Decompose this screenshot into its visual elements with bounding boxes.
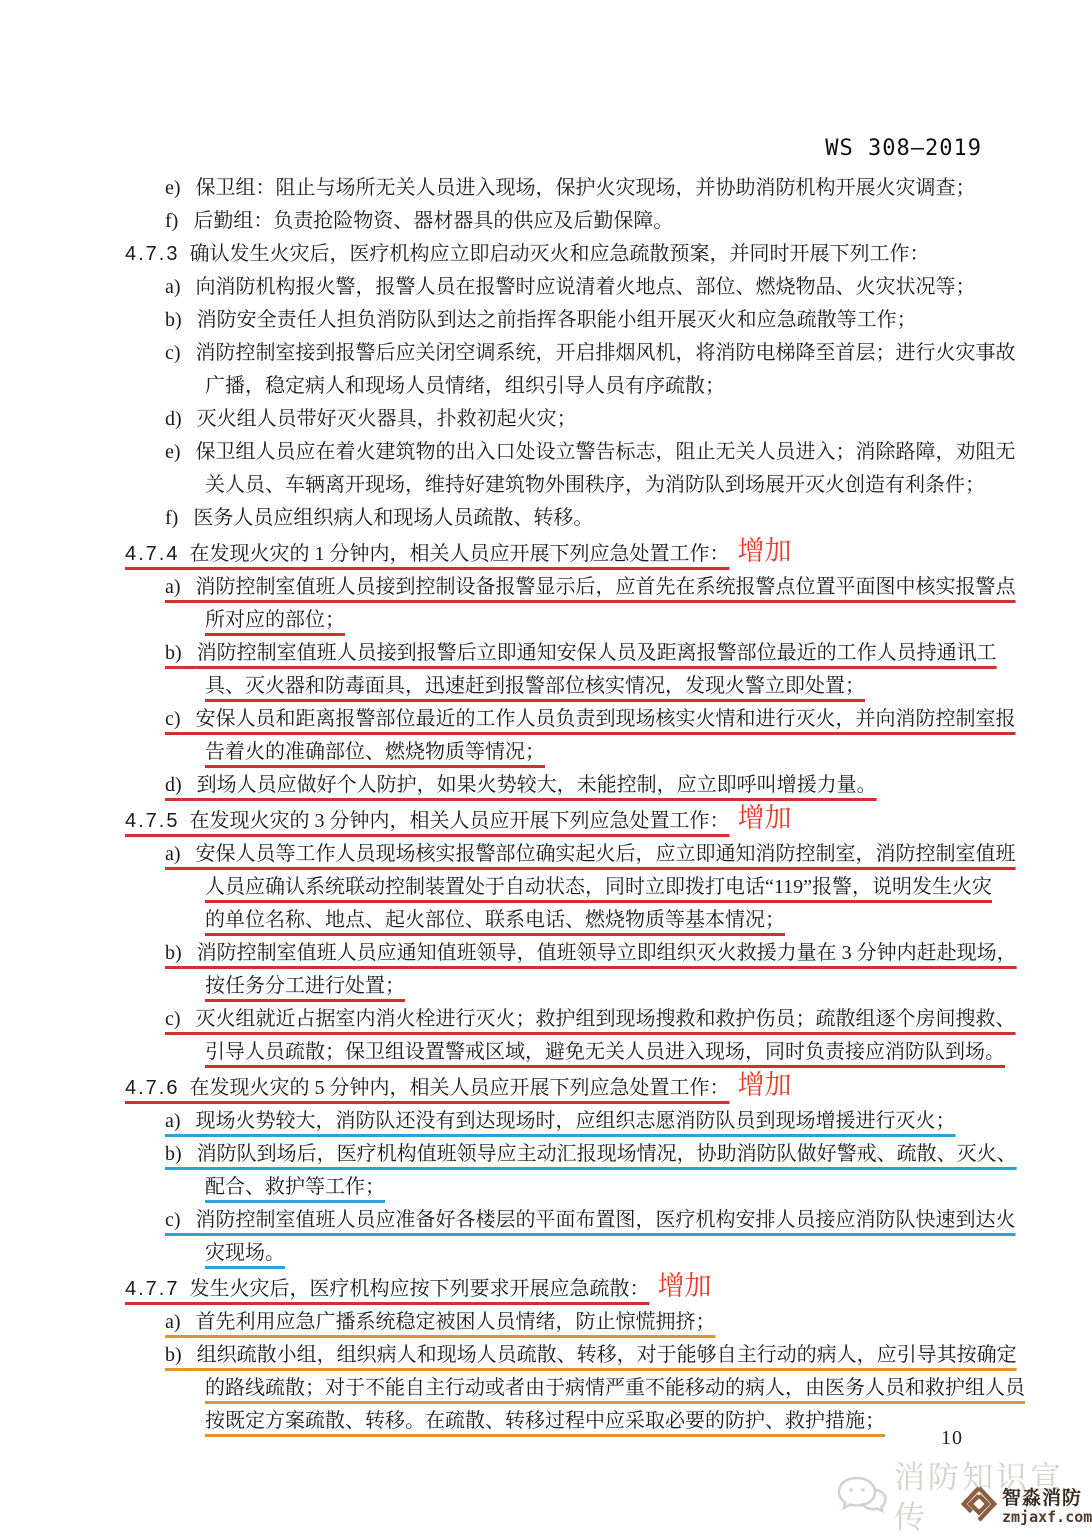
section-title: 确认发生火灾后，医疗机构应立即启动灭火和应急疏散预案，并同时开展下列工作： xyxy=(189,243,930,265)
item-text xyxy=(165,843,1016,865)
item-label: b) xyxy=(165,642,182,664)
item-text xyxy=(165,177,976,199)
standard-number-header: WS 308—2019 xyxy=(825,136,982,161)
section-heading xyxy=(125,238,1080,271)
item-text xyxy=(205,741,545,763)
list-item-line xyxy=(205,904,1080,937)
section-heading-text xyxy=(125,543,729,565)
item-line-text: 消防控制室接到报警后应关闭空调系统，开启排烟风机，将消防电梯降至首层；进行火灾事故 xyxy=(195,342,1016,364)
item-text xyxy=(205,609,345,631)
list-item-line xyxy=(165,1003,1080,1036)
brand-name: 智淼消防 xyxy=(1002,1487,1083,1509)
list-item-line xyxy=(165,1339,1080,1372)
list-item-line xyxy=(205,1171,1080,1204)
item-text xyxy=(165,942,1017,964)
item-label: c) xyxy=(165,1008,181,1030)
list-item-line xyxy=(165,337,1080,370)
item-line-text: 关人员、车辆离开现场，维持好建筑物外围秩序，为消防队到场展开灭火创造有利条件； xyxy=(205,474,985,496)
item-line-text: 广播，稳定病人和现场人员情绪，组织引导人员有序疏散； xyxy=(205,375,725,397)
item-line-text: 保卫组：阻止与场所无关人员进入现场，保护火灾现场，并协助消防机构开展火灾调查； xyxy=(195,177,976,199)
list-item-line xyxy=(165,403,1080,436)
item-line-text: 灭火组人员带好灭火器具，扑救初起火灾； xyxy=(196,408,577,430)
item-text xyxy=(205,675,865,697)
section-title: 在发现火灾的 3 分钟内，相关人员应开展下列应急处置工作： xyxy=(189,810,730,832)
item-label: d) xyxy=(165,408,182,430)
list-item-line xyxy=(205,469,1080,502)
item-text xyxy=(205,1242,285,1264)
section-heading xyxy=(125,1069,1080,1105)
list-item-line xyxy=(205,871,1080,904)
item-line-text: 按既定方案疏散、转移。在疏散、转移过程中应采取必要的防护、救护措施； xyxy=(205,1410,885,1432)
section-heading xyxy=(125,535,1080,571)
list-item-line xyxy=(165,937,1080,970)
item-text xyxy=(165,210,673,232)
list-item-line xyxy=(205,1036,1080,1069)
item-line-text: 后勤组：负责抢险物资、器材器具的供应及后勤保障。 xyxy=(193,210,674,232)
item-text xyxy=(165,276,976,298)
item-label: c) xyxy=(165,1209,181,1231)
section-title: 在发现火灾的 5 分钟内，相关人员应开展下列应急处置工作： xyxy=(189,1077,730,1099)
item-line-text: 按任务分工进行处置； xyxy=(205,975,405,997)
list-item-line xyxy=(165,637,1080,670)
item-line-text: 安保人员等工作人员现场核实报警部位确实起火后，应立即通知消防控制室，消防控制室值班 xyxy=(195,843,1016,865)
item-label: a) xyxy=(165,1110,181,1132)
list-item-line xyxy=(165,703,1080,736)
list-item-line xyxy=(165,436,1080,469)
item-text xyxy=(165,1311,716,1333)
item-label: b) xyxy=(165,942,182,964)
item-text xyxy=(205,474,985,496)
list-item-line xyxy=(205,604,1080,637)
item-text xyxy=(205,876,992,898)
list-item-line xyxy=(205,1237,1080,1270)
section-heading xyxy=(125,802,1080,838)
watermark-text: 消防知识宣传 xyxy=(894,1460,1064,1535)
list-item-line xyxy=(165,1105,1080,1138)
item-line-text: 具、灭火器和防毒面具，迅速赶到报警部位核实情况，发现火警立即处置； xyxy=(205,675,865,697)
diamond-logo-icon xyxy=(960,1485,998,1528)
item-label: b) xyxy=(165,1143,182,1165)
list-item-line xyxy=(165,271,1080,304)
added-annotation: 增加 xyxy=(657,1271,712,1301)
list-item-line xyxy=(165,502,1080,535)
list-item-line xyxy=(205,736,1080,769)
list-item-line xyxy=(165,1306,1080,1339)
section-heading-text xyxy=(125,810,729,832)
item-line-text: 灭火组就近占据室内消火栓进行灭火；救护组到现场搜救和救护伤员；疏散组逐个房间搜救、 xyxy=(195,1008,1016,1030)
item-line-text: 向消防机构报火警，报警人员在报警时应说清着火地点、部位、燃烧物品、火灾状况等； xyxy=(195,276,976,298)
list-item-line xyxy=(165,1204,1080,1237)
brand-site-url: zmjaxf.com xyxy=(1002,1507,1092,1526)
item-text xyxy=(165,1008,1016,1030)
item-line-text: 引导人员疏散；保卫组设置警戒区域，避免无关人员进入现场，同时负责接应消防队到场。 xyxy=(205,1041,1005,1063)
item-line-text: 现场火势较大，消防队还没有到达现场时，应组织志愿消防队员到现场增援进行灭火； xyxy=(195,1110,956,1132)
item-label: a) xyxy=(165,576,181,598)
item-label: a) xyxy=(165,276,181,298)
item-label: c) xyxy=(165,708,181,730)
item-text xyxy=(205,375,725,397)
list-item-line xyxy=(165,571,1080,604)
item-line-text: 所对应的部位； xyxy=(205,609,345,631)
item-text xyxy=(205,1410,885,1432)
item-label: e) xyxy=(165,441,181,463)
item-line-text: 消防控制室值班人员应准备好各楼层的平面布置图，医疗机构安排人员接应消防队快速到达火 xyxy=(195,1209,1016,1231)
brand-logo xyxy=(960,1485,1092,1528)
item-label: f) xyxy=(165,507,179,529)
item-line-text: 人员应确认系统联动控制装置处于自动状态，同时立即拨打电话“119”报警，说明发生火灾 xyxy=(205,876,993,898)
item-text xyxy=(165,1209,1016,1231)
item-line-text: 告着火的准确部位、燃烧物质等情况； xyxy=(205,741,545,763)
item-text xyxy=(205,975,405,997)
list-item-line xyxy=(165,838,1080,871)
item-text xyxy=(205,1041,1005,1063)
item-label: f) xyxy=(165,210,179,232)
list-item-line xyxy=(165,304,1080,337)
item-text xyxy=(165,309,917,331)
item-line-text: 消防控制室值班人员接到报警后立即通知安保人员及距离报警部位最近的工作人员持通讯工 xyxy=(196,642,997,664)
item-line-text: 的路线疏散；对于不能自主行动或者由于病情严重不能移动的病人，由医务人员和救护组人员 xyxy=(205,1377,1025,1399)
item-text xyxy=(165,1110,956,1132)
item-label: b) xyxy=(165,309,182,331)
document-body xyxy=(0,172,1080,1438)
item-text xyxy=(165,441,1016,463)
item-line-text: 组织疏散小组，组织病人和现场人员疏散、转移，对于能够自主行动的病人，应引导其按确定 xyxy=(196,1344,1017,1366)
item-label: e) xyxy=(165,177,181,199)
item-line-text: 消防安全责任人担负消防队到达之前指挥各职能小组开展灭火和应急疏散等工作； xyxy=(196,309,917,331)
list-item-line xyxy=(205,1372,1080,1405)
item-text xyxy=(165,642,997,664)
list-item-line xyxy=(205,970,1080,1003)
item-text xyxy=(205,1377,1025,1399)
item-line-text: 首先利用应急广播系统稳定被困人员情绪，防止惊慌拥挤； xyxy=(195,1311,716,1333)
item-line-text: 到场人员应做好个人防护，如果火势较大，未能控制，应立即呼叫增援力量。 xyxy=(196,774,877,796)
added-annotation: 增加 xyxy=(737,1070,792,1100)
section-number: 4.7.4 xyxy=(125,543,180,565)
section-title: 在发现火灾的 1 分钟内，相关人员应开展下列应急处置工作： xyxy=(189,543,730,565)
section-number: 4.7.3 xyxy=(125,243,180,265)
list-item-line xyxy=(165,205,1080,238)
wechat-icon xyxy=(836,1474,888,1523)
item-line-text: 消防控制室值班人员应通知值班领导，值班领导立即组织灭火救援力量在 3 分钟内赶赴现场， xyxy=(196,942,1017,964)
item-line-text: 灾现场。 xyxy=(205,1242,285,1264)
list-item-line xyxy=(205,370,1080,403)
item-label: d) xyxy=(165,774,182,796)
item-label: b) xyxy=(165,1344,182,1366)
section-number: 4.7.5 xyxy=(125,810,180,832)
item-text xyxy=(165,1143,1017,1165)
item-text xyxy=(165,507,593,529)
item-text xyxy=(165,708,1016,730)
list-item-line xyxy=(165,1138,1080,1171)
item-label: a) xyxy=(165,1311,181,1333)
list-item-line xyxy=(205,670,1080,703)
item-line-text: 消防队到场后，医疗机构值班领导应主动汇报现场情况，协助消防队做好警戒、疏散、灭火、 xyxy=(196,1143,1017,1165)
page-number: 10 xyxy=(941,1427,963,1449)
item-line-text: 安保人员和距离报警部位最近的工作人员负责到现场核实火情和进行灭火，并向消防控制室报 xyxy=(195,708,1016,730)
item-line-text: 医务人员应组织病人和现场人员疏散、转移。 xyxy=(193,507,594,529)
item-text xyxy=(165,774,877,796)
list-item-line xyxy=(165,172,1080,205)
list-item-line xyxy=(165,769,1080,802)
item-text xyxy=(205,909,785,931)
added-annotation: 增加 xyxy=(737,536,792,566)
item-text xyxy=(165,408,577,430)
item-line-text: 保卫组人员应在着火建筑物的出入口处设立警告标志，阻止无关人员进入；消除路障，劝阻无 xyxy=(195,441,1016,463)
item-text xyxy=(165,342,1016,364)
item-line-text: 消防控制室值班人员接到控制设备报警显示后，应首先在系统报警点位置平面图中核实报警点 xyxy=(195,576,1016,598)
section-number: 4.7.7 xyxy=(125,1278,180,1300)
item-line-text: 配合、救护等工作； xyxy=(205,1176,385,1198)
section-heading-text xyxy=(125,1278,649,1300)
item-line-text: 的单位名称、地点、起火部位、联系电话、燃烧物质等基本情况； xyxy=(205,909,785,931)
item-label: c) xyxy=(165,342,181,364)
section-heading xyxy=(125,1270,1080,1306)
section-number: 4.7.6 xyxy=(125,1077,180,1099)
item-label: a) xyxy=(165,843,181,865)
added-annotation: 增加 xyxy=(737,803,792,833)
item-text xyxy=(165,1344,1017,1366)
item-text xyxy=(205,1176,385,1198)
section-heading-text xyxy=(125,243,929,265)
item-text xyxy=(165,576,1016,598)
section-heading-text xyxy=(125,1077,729,1099)
section-title: 发生火灾后，医疗机构应按下列要求开展应急疏散： xyxy=(189,1278,650,1300)
